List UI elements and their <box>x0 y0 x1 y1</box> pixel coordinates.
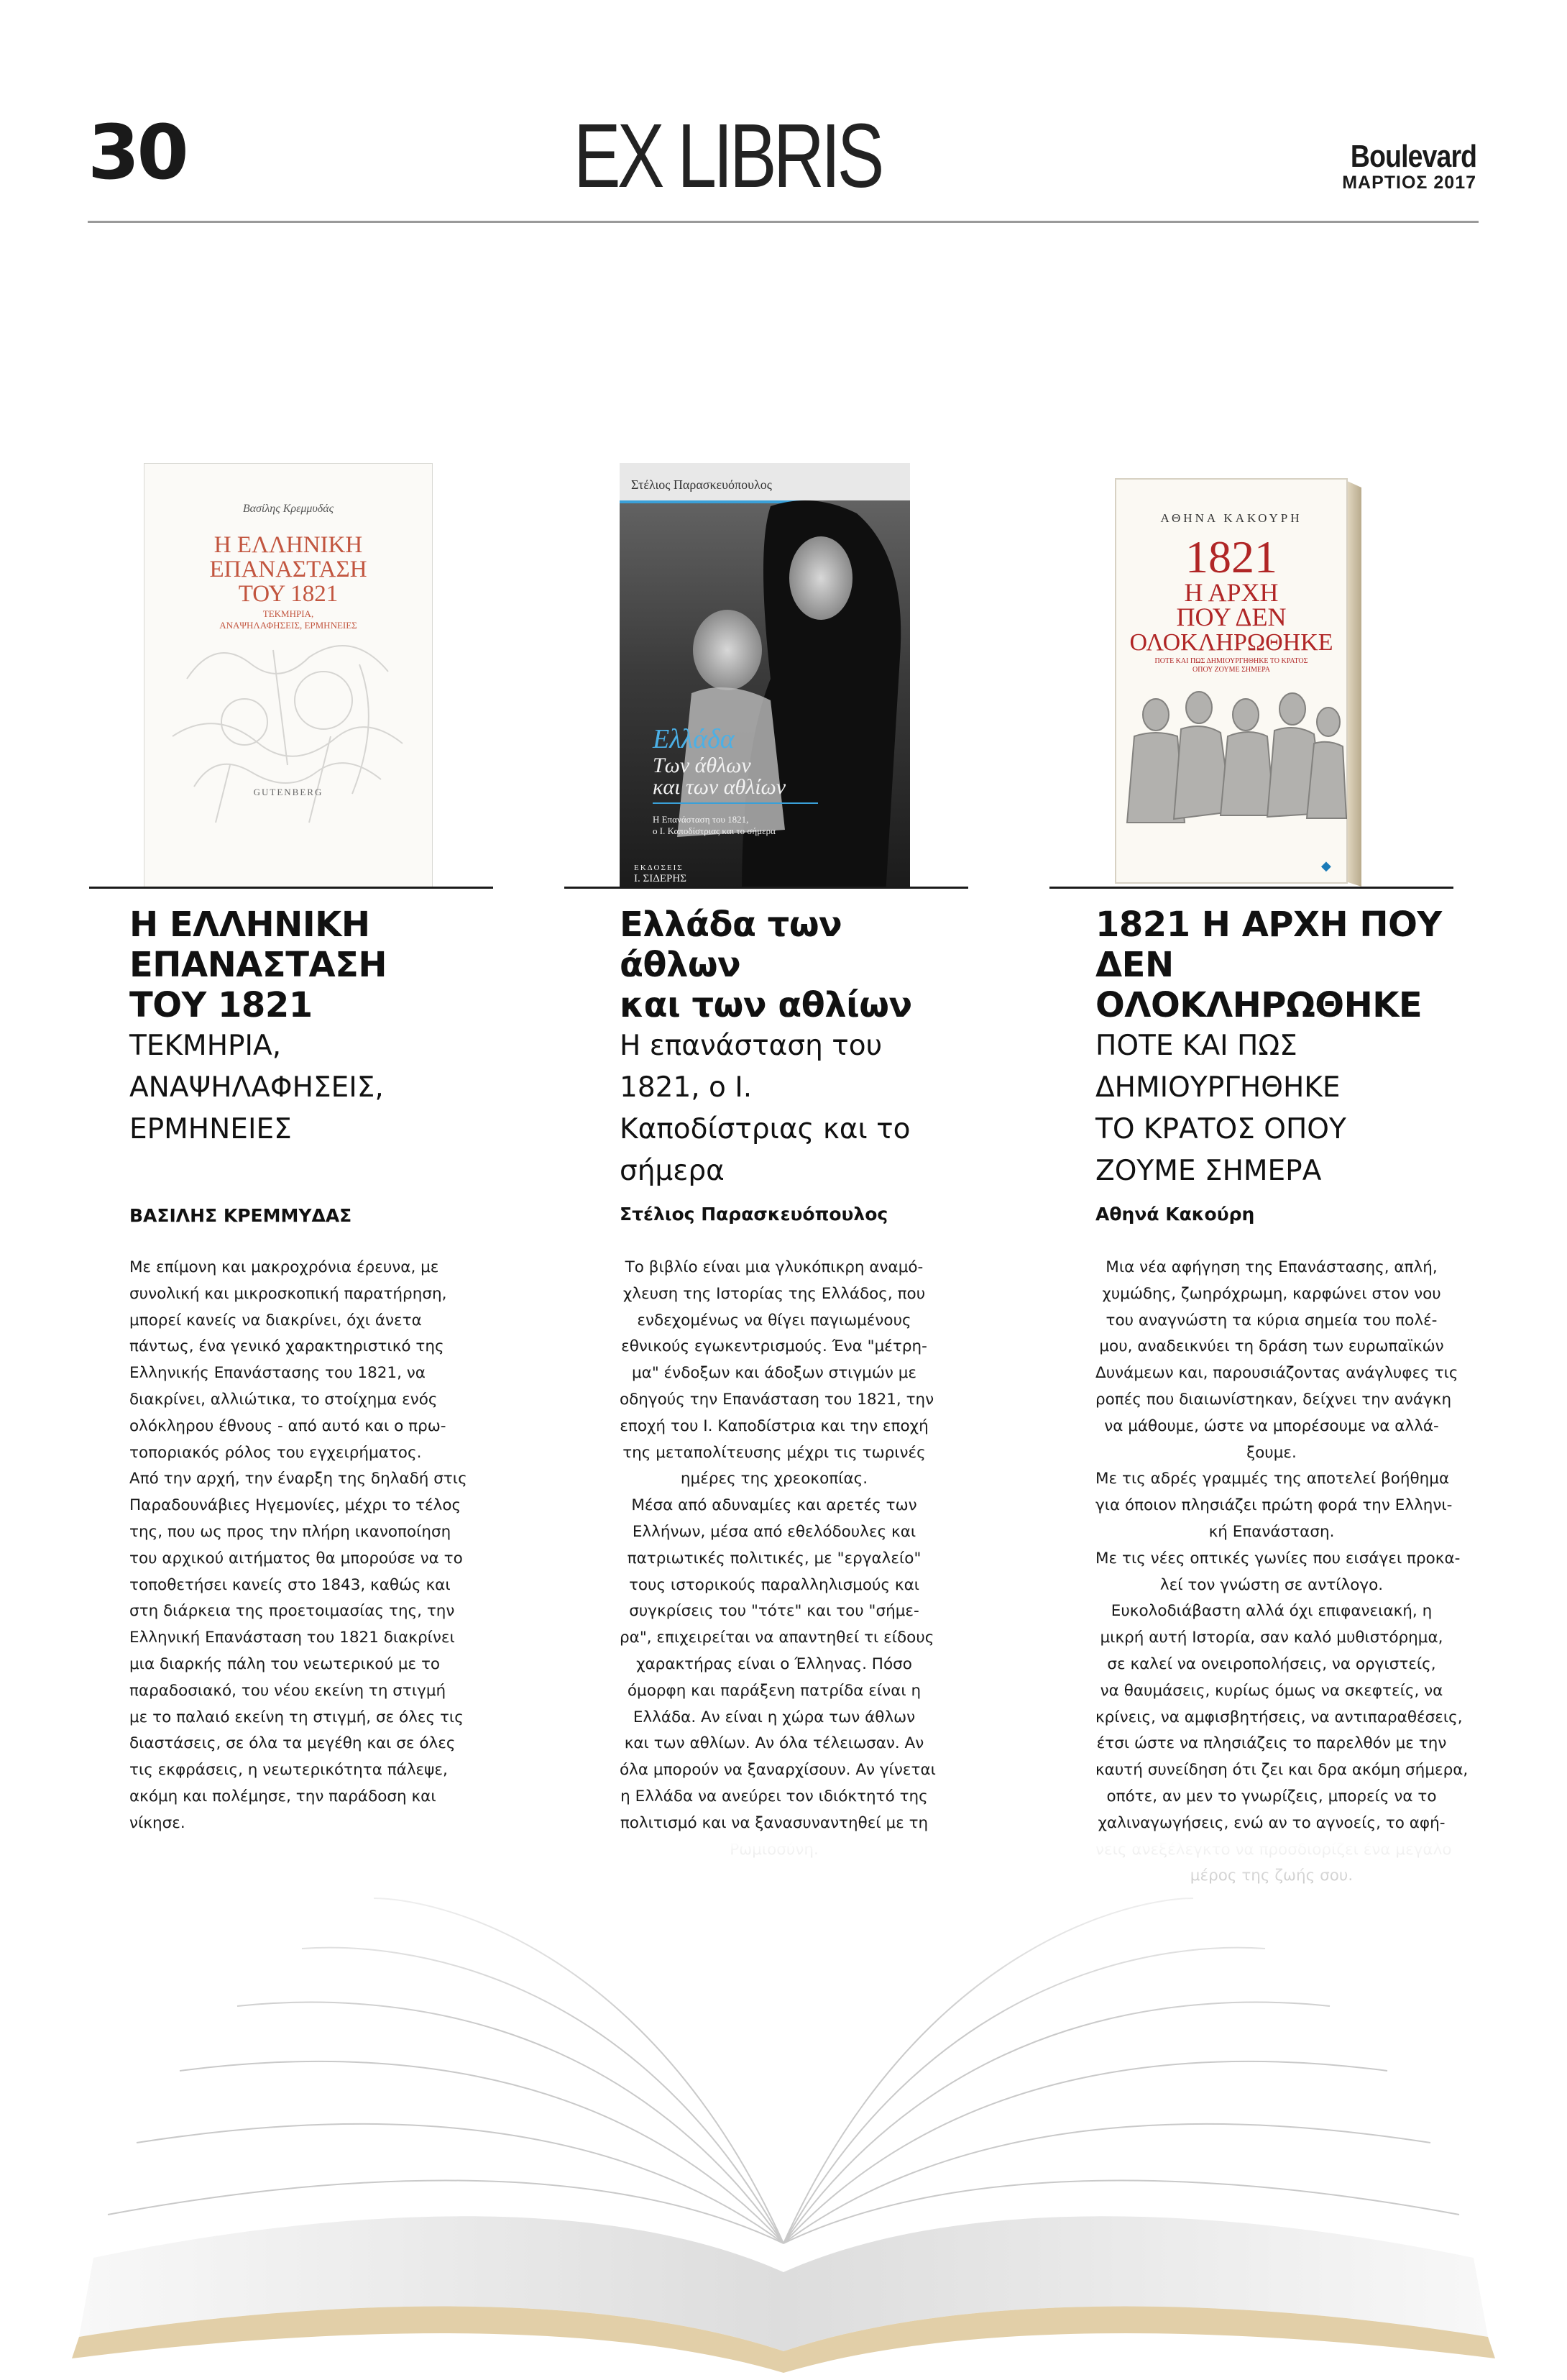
book-cover-2 <box>620 463 910 888</box>
body-line: να μάθουμε, ώστε να μπορέσουμε να αλλά- <box>1104 1416 1439 1435</box>
body-line: Ελλήνων, μέσα από εθελόδουλες και <box>632 1522 916 1541</box>
body-line: νίκησε. <box>129 1813 185 1832</box>
book-2-subtitle <box>620 1025 965 1192</box>
body-line: Ελλάδα. Αν είναι η χώρα των άθλων <box>633 1708 916 1726</box>
cover-1-title-line: Η ΕΛΛΗΝΙΚΗ <box>213 532 363 558</box>
body-line: οδηγούς την Επανάσταση του 1821, την <box>620 1390 934 1409</box>
body-line: Με επίμονη και μακροχρόνια έρευνα, με <box>129 1258 439 1276</box>
body-line: τις εκφράσεις, η νεωτερικότητα πάλεψε, <box>129 1761 448 1780</box>
book-2-subtitle-line: Καποδίστριας και το σήμερα <box>620 1113 911 1187</box>
book-cover-1 <box>144 463 433 888</box>
body-line: χλευση της Ιστορίας της Ελλάδος, που <box>622 1284 926 1303</box>
body-line: όλα μπορούν να ξαναρχίσουν. Αν γίνεται <box>620 1761 936 1780</box>
cover-3-subtitle-line: ΟΠΟΥ ΖΟΥΜΕ ΣΗΜΕΡΑ <box>1193 666 1270 674</box>
book-1-subtitle <box>129 1025 460 1150</box>
book-3-subtitle-line: ΔΗΜΙΟΥΡΓΗΘΗΚΕ <box>1095 1071 1341 1104</box>
cover-2-publisher: Ι. ΣΙΔΕΡΗΣ <box>634 873 686 884</box>
book-2-title-line: Ελλάδα των άθλων <box>620 905 842 985</box>
cover-1-title-line: ΕΠΑΝΑΣΤΑΣΗ <box>209 557 367 582</box>
body-line: Παραδουνάβιες Ηγεμονίες, μέχρι το τέλος <box>129 1496 461 1515</box>
body-line: ολόκληρου έθνους - από αυτό και ο πρω- <box>129 1416 446 1435</box>
brand-logo: Boulevard <box>1350 139 1476 174</box>
body-line: Ελληνική Επανάσταση του 1821 διακρίνει <box>129 1629 455 1647</box>
body-line: οπότε, αν μεν το γνωρίζεις, μπορείς να το <box>1106 1787 1437 1805</box>
column-1-rule <box>89 887 493 889</box>
header-divider <box>88 221 1479 223</box>
cover-1-publisher: GUTENBERG <box>253 787 323 797</box>
cover-1-title-line: ΤΟΥ 1821 <box>238 581 339 607</box>
book-2-description <box>620 1255 936 1863</box>
book-3-subtitle-line: ΤΟ ΚΡΑΤΟΣ ΟΠΟΥ <box>1095 1113 1346 1145</box>
cover-2-publisher: ΕΚΔΟΣΕΙΣ <box>634 864 684 872</box>
book-2-subtitle-line: Η επανάσταση του 1821, ο Ι. <box>620 1030 883 1104</box>
brand-block <box>1328 141 1476 192</box>
open-book-illustration <box>0 1841 1567 2380</box>
body-line: του αρχικού αιτήματος θα μπορούσε να το <box>129 1549 463 1567</box>
book-column-3 <box>1095 905 1469 1890</box>
body-line: κή Επανάσταση. <box>1208 1522 1335 1541</box>
cover-1-subtitle-line: ΤΕΚΜΗΡΙΑ, <box>262 608 314 619</box>
body-line: εποχή του Ι. Καποδίστρια και την εποχή <box>620 1416 929 1435</box>
body-line: Ευκολοδιάβαστη αλλά όχι επιφανειακή, η <box>1111 1602 1433 1621</box>
cover-2-note-line: ο Ι. Καποδίστριας και το σήμερα <box>653 825 776 836</box>
body-line: της, που ως προς την πλήρη ικανοποίηση <box>129 1522 451 1541</box>
body-line: διαστάσεις, σε όλα τα μεγέθη και σε όλες <box>129 1734 456 1753</box>
book-1-subtitle-line: ΑΝΑΨΗΛΑΦΗΣΕΙΣ, <box>129 1071 384 1104</box>
body-line: ξουμε. <box>1246 1443 1297 1462</box>
body-line: με το παλαιό εκείνη τη στιγμή, σε όλες τις <box>129 1708 464 1726</box>
body-line: Με τις νέες οπτικές γωνίες που εισάγει προκα- <box>1095 1549 1461 1567</box>
book-1-title <box>129 905 460 1025</box>
body-line: μια διαρκής πάλη του νεωτερικού με το <box>129 1654 441 1673</box>
body-line: ημέρες της χρεοκοπίας. <box>680 1470 868 1488</box>
book-2-title-line: και των αθλίων <box>620 985 912 1025</box>
body-line: χυμώδης, ζωηρόχρωμη, καρφώνει στον νου <box>1102 1284 1441 1303</box>
body-line: η Ελλάδα να ανεύρει τον ιδιόκτητό της <box>620 1787 928 1805</box>
body-line: κρίνεις, να αμφισβητήσεις, να αντιπαραθέσεις, <box>1095 1708 1463 1726</box>
cover-3-title-line: ΠΟΥ ΔΕΝ <box>1176 603 1287 631</box>
body-line: της μεταπολίτευσης μέχρι τις τωρινές <box>622 1443 926 1462</box>
body-line: σε καλεί να ονειροπολήσεις, να οργιστείς, <box>1107 1654 1436 1673</box>
cover-2-title: Ελλάδα <box>653 724 735 754</box>
cover-2-subtitle-line: και των αθλίων <box>653 775 786 799</box>
book-3-subtitle <box>1095 1025 1469 1192</box>
body-line: μου, αναδεικνύει τη δράση των ευρωπαϊκών <box>1099 1337 1444 1356</box>
cover-1-author: Βασίλης Κρεμμυδάς <box>242 503 334 515</box>
body-line: λεί τον γνώστη σε αντίλογο. <box>1159 1575 1384 1594</box>
cover-3-year: 1821 <box>1185 531 1277 582</box>
book-3-title <box>1095 905 1469 1025</box>
book-3-title-line: 1821 Η ΑΡΧΗ ΠΟΥ <box>1095 905 1442 945</box>
book-column-2 <box>620 905 965 1863</box>
cover-3-title-line: Η ΑΡΧΗ <box>1184 578 1279 607</box>
body-line: έτσι ώστε να πλησιάζεις το παρελθόν με την <box>1096 1734 1447 1753</box>
book-1-subtitle-line: ΤΕΚΜΗΡΙΑ, <box>129 1030 282 1062</box>
body-line: Από την αρχή, την έναρξη της δηλαδή στις <box>129 1470 467 1488</box>
book-3-description <box>1095 1255 1469 1890</box>
book-2-title <box>620 905 965 1025</box>
body-line: ακόμη και πολέμησε, την παράδοση και <box>129 1787 436 1805</box>
section-title: EX LIBRIS <box>574 105 881 206</box>
body-line: του αναγνώστη τα κύρια σημεία του πολέ- <box>1106 1311 1438 1329</box>
body-line: παραδοσιακό, του νέου εκείνη τη στιγμή <box>129 1681 446 1700</box>
body-line: ενδεχομένως να θίγει παγιωμένους <box>637 1311 911 1329</box>
cover-1-subtitle-line: ΑΝΑΨΗΛΑΦΗΣΕΙΣ, ΕΡΜΗΝΕΙΕΣ <box>219 620 357 631</box>
body-line: χαλιναγωγήσεις, ενώ αν το αγνοείς, το αφή- <box>1098 1813 1446 1832</box>
body-line: τους ιστορικούς παραλληλισμούς και <box>628 1575 920 1594</box>
body-line: ροπές που διαιωνίστηκαν, δείχνει την ανάγκη <box>1095 1390 1452 1409</box>
cover-2-note-line: Η Επανάσταση του 1821, <box>653 814 749 825</box>
body-line: μικρή αυτή Ιστορία, σαν καλό μυθιστόρημα, <box>1100 1629 1443 1647</box>
column-3-rule <box>1049 887 1453 889</box>
book-1-subtitle-line: ΕΡΜΗΝΕΙΕΣ <box>129 1113 292 1145</box>
body-line: καυτή συνείδηση ότι ζει και δρα ακόμη σήμερα, <box>1095 1761 1469 1780</box>
column-2-rule <box>564 887 968 889</box>
book-3-title-line: ΔΕΝ ΟΛΟΚΛΗΡΩΘΗΚΕ <box>1095 945 1423 1025</box>
book-1-description <box>129 1255 467 1837</box>
body-line: να θαυμάσεις, κυρίως όμως να σκεφτείς, να <box>1100 1681 1443 1700</box>
cover-2-author: Στέλιος Παρασκευόπουλος <box>631 477 772 492</box>
body-line: πατριωτικές πολιτικές, με "εργαλείο" <box>627 1549 922 1567</box>
body-line: όμορφη και παράξενη πατρίδα είναι η <box>627 1681 922 1700</box>
book-3-subtitle-line: ΖΟΥΜΕ ΣΗΜΕΡΑ <box>1095 1155 1322 1187</box>
body-line: μα" ένδοξων και άδοξων στιγμών με <box>631 1364 917 1383</box>
book-1-title-line: ΤΟΥ 1821 <box>129 985 313 1025</box>
body-line: πολιτισμό και να ξανασυναντηθεί με τη <box>620 1813 929 1832</box>
cover-3-title-line: ΟΛΟΚΛΗΡΩΘΗΚΕ <box>1129 629 1333 656</box>
body-line: συνολική και μικροσκοπική παρατήρηση, <box>129 1284 447 1303</box>
book-1-title-line: ΕΠΑΝΑΣΤΑΣΗ <box>129 945 387 985</box>
book-1-title-line: Η ΕΛΛΗΝΙΚΗ <box>129 905 370 945</box>
body-line: Ελληνικής Επανάστασης του 1821, να <box>129 1364 426 1383</box>
body-line: τοποθετήσει κανείς στο 1843, καθώς και <box>129 1575 451 1594</box>
body-line: συγκρίσεις του "τότε" και του "σήμε- <box>629 1602 919 1621</box>
book-3-subtitle-line: ΠΟΤΕ ΚΑΙ ΠΩΣ <box>1095 1030 1297 1062</box>
body-line: Με τις αδρές γραμμές της αποτελεί βοήθημα <box>1095 1470 1450 1488</box>
page-number: 30 <box>88 109 186 196</box>
cover-2-subtitle-line: Των άθλων <box>653 754 751 777</box>
book-column-1 <box>129 905 467 1837</box>
cover-3-subtitle-line: ΠΟΤΕ ΚΑΙ ΠΩΣ ΔΗΜΙΟΥΡΓΗΘΗΚΕ ΤΟ ΚΡΑΤΟΣ <box>1154 657 1308 665</box>
issue-date: ΜΑΡΤΙΟΣ 2017 <box>1342 173 1476 193</box>
body-line: Μέσα από αδυναμίες και αρετές των <box>631 1496 917 1515</box>
body-line: μπορεί κανείς να διακρίνει, όχι άνετα <box>129 1311 422 1329</box>
body-line: πάντως, ένα γενικό χαρακτηριστικό της <box>129 1337 444 1356</box>
book-cover-3 <box>1113 477 1379 888</box>
body-line: χαρακτήρας είναι ο Έλληνας. Πόσο <box>636 1654 912 1673</box>
body-line: για όποιον πλησιάζει πρώτη φορά την Ελληνι- <box>1095 1496 1453 1515</box>
body-line: εθνικούς εγωκεντρισμούς. Ένα "μέτρη- <box>621 1337 927 1356</box>
body-line: διακρίνει, αλλιώτικα, το στοίχημα ενός <box>129 1390 438 1409</box>
cover-3-publisher-logo: ◆ <box>1321 859 1331 874</box>
body-line: τοποριακός ρόλος του εγχειρήματος. <box>129 1443 422 1462</box>
body-line: και των αθλίων. Αν όλα τέλειωσαν. Αν <box>624 1734 924 1753</box>
body-line: Το βιβλίο είναι μια γλυκόπικρη αναμό- <box>625 1258 924 1276</box>
book-2-author: Στέλιος Παρασκευόπουλος <box>620 1204 888 1225</box>
book-1-author: ΒΑΣΙΛΗΣ ΚΡΕΜΜΥΔΑΣ <box>129 1205 352 1226</box>
body-line: Μια νέα αφήγηση της Επανάστασης, απλή, <box>1106 1258 1438 1276</box>
book-3-author: Αθηνά Κακούρη <box>1095 1204 1255 1225</box>
body-line: Δυνάμεων και, παρουσιάζοντας ανάγλυφες τις <box>1095 1364 1458 1383</box>
body-line: ρα", επιχειρείται να απαντηθεί τι είδους <box>620 1629 934 1647</box>
body-line: στη διάρκεια της προετοιμασίας της, την <box>129 1602 455 1621</box>
cover-3-author: ΑΘΗΝΑ ΚΑΚΟΥΡΗ <box>1160 511 1302 525</box>
